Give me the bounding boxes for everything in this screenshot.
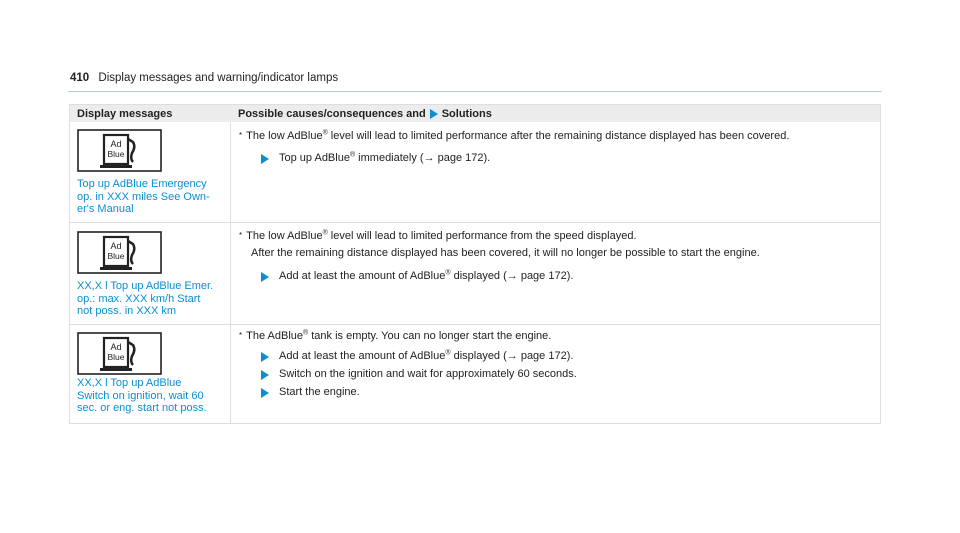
cause-text-line2: After the remaining distance displayed has been covered, it will no longer be possible to start the engine. [251, 247, 760, 259]
step-text-post: displayed (→ page 172). [450, 270, 574, 282]
footnote-mark: * [239, 131, 243, 140]
adblue-icon-text-ad: Ad [110, 241, 122, 251]
step-text: Switch on the ignition and wait for approximately 60 seconds. [279, 368, 577, 380]
adblue-icon [77, 332, 162, 375]
footnote-mark: * [239, 231, 243, 240]
col-header-display-messages: Display messages [77, 108, 173, 120]
registered-mark: ® [445, 349, 451, 357]
registered-mark: ® [322, 129, 328, 137]
footnote-mark: * [239, 331, 243, 340]
step-text-post: immediately (→ page 172). [355, 152, 491, 164]
adblue-icon [77, 129, 162, 172]
display-message-line: op.: max. XXX km/h Start [77, 292, 201, 305]
step-arrow-icon [261, 352, 269, 362]
registered-mark: ® [303, 329, 309, 337]
page-number: 410 [70, 72, 90, 84]
adblue-icon-text-ad: Ad [110, 342, 122, 352]
cause-text [239, 329, 872, 344]
solution-step [261, 151, 872, 166]
cause-text-pre: The low AdBlue [246, 130, 323, 142]
step-arrow-icon [261, 272, 269, 282]
header-rule [68, 91, 882, 92]
solution-step [261, 269, 872, 284]
page-header-title: Display messages and warning/indicator lamps [98, 72, 339, 84]
display-message [77, 178, 227, 216]
solution-arrow-icon [430, 109, 438, 119]
step-text-pre: Add at least the amount of AdBlue [279, 350, 446, 362]
registered-mark: ® [445, 269, 451, 277]
cause-text-post: level will lead to limited performance after the remaining distance displayed has been covered. [327, 130, 790, 142]
solution-step [261, 367, 872, 382]
table-header [70, 105, 880, 122]
display-messages-table [69, 104, 881, 424]
display-message-line: er's Manual [77, 203, 134, 215]
step-text-pre: Top up AdBlue [279, 152, 350, 164]
step-arrow-icon [261, 154, 269, 164]
cause-text-pre: The AdBlue [246, 330, 303, 342]
adblue-icon [77, 231, 162, 274]
col-header-causes-label: Possible causes/consequences and [238, 108, 426, 120]
display-message [77, 280, 227, 318]
step-text: Start the engine. [279, 386, 360, 398]
page-header [70, 72, 338, 84]
step-arrow-icon [261, 388, 269, 398]
solution-step [261, 349, 872, 364]
cause-text-post: level will lead to limited performance from the speed displayed. [327, 230, 637, 242]
step-text-pre: Add at least the amount of AdBlue [279, 270, 446, 282]
adblue-icon-text-blue: Blue [107, 149, 125, 159]
row-divider [70, 222, 880, 223]
col-header-causes [238, 108, 492, 120]
cause-text [239, 229, 872, 261]
cause-text [239, 129, 872, 144]
solution-step [261, 385, 872, 400]
row-divider [70, 324, 880, 325]
display-message-line: XX,X l Top up AdBlue Emer. [77, 280, 214, 292]
registered-mark: ® [322, 229, 328, 237]
cause-text-post: tank is empty. You can no longer start the engine. [308, 330, 552, 342]
display-message-line: op. in XXX miles See Own- [77, 190, 210, 203]
step-arrow-icon [261, 370, 269, 380]
adblue-icon-text-blue: Blue [107, 352, 125, 362]
step-text-post: displayed (→ page 172). [450, 350, 574, 362]
display-message-line: not poss. in XXX km [77, 305, 177, 317]
display-message-line: XX,X l Top up AdBlue [77, 377, 182, 389]
cause-text-pre: The low AdBlue [246, 230, 323, 242]
registered-mark: ® [349, 151, 356, 159]
display-message-line: Top up AdBlue Emergency [77, 178, 207, 190]
col-header-solutions-label: Solutions [441, 108, 492, 120]
display-message [77, 377, 227, 415]
display-message-line: Switch on ignition, wait 60 [77, 389, 204, 402]
display-message-line: sec. or eng. start not poss. [77, 402, 207, 414]
column-divider [230, 122, 231, 423]
adblue-icon-text-blue: Blue [107, 251, 125, 261]
adblue-icon-text-ad: Ad [110, 139, 122, 149]
